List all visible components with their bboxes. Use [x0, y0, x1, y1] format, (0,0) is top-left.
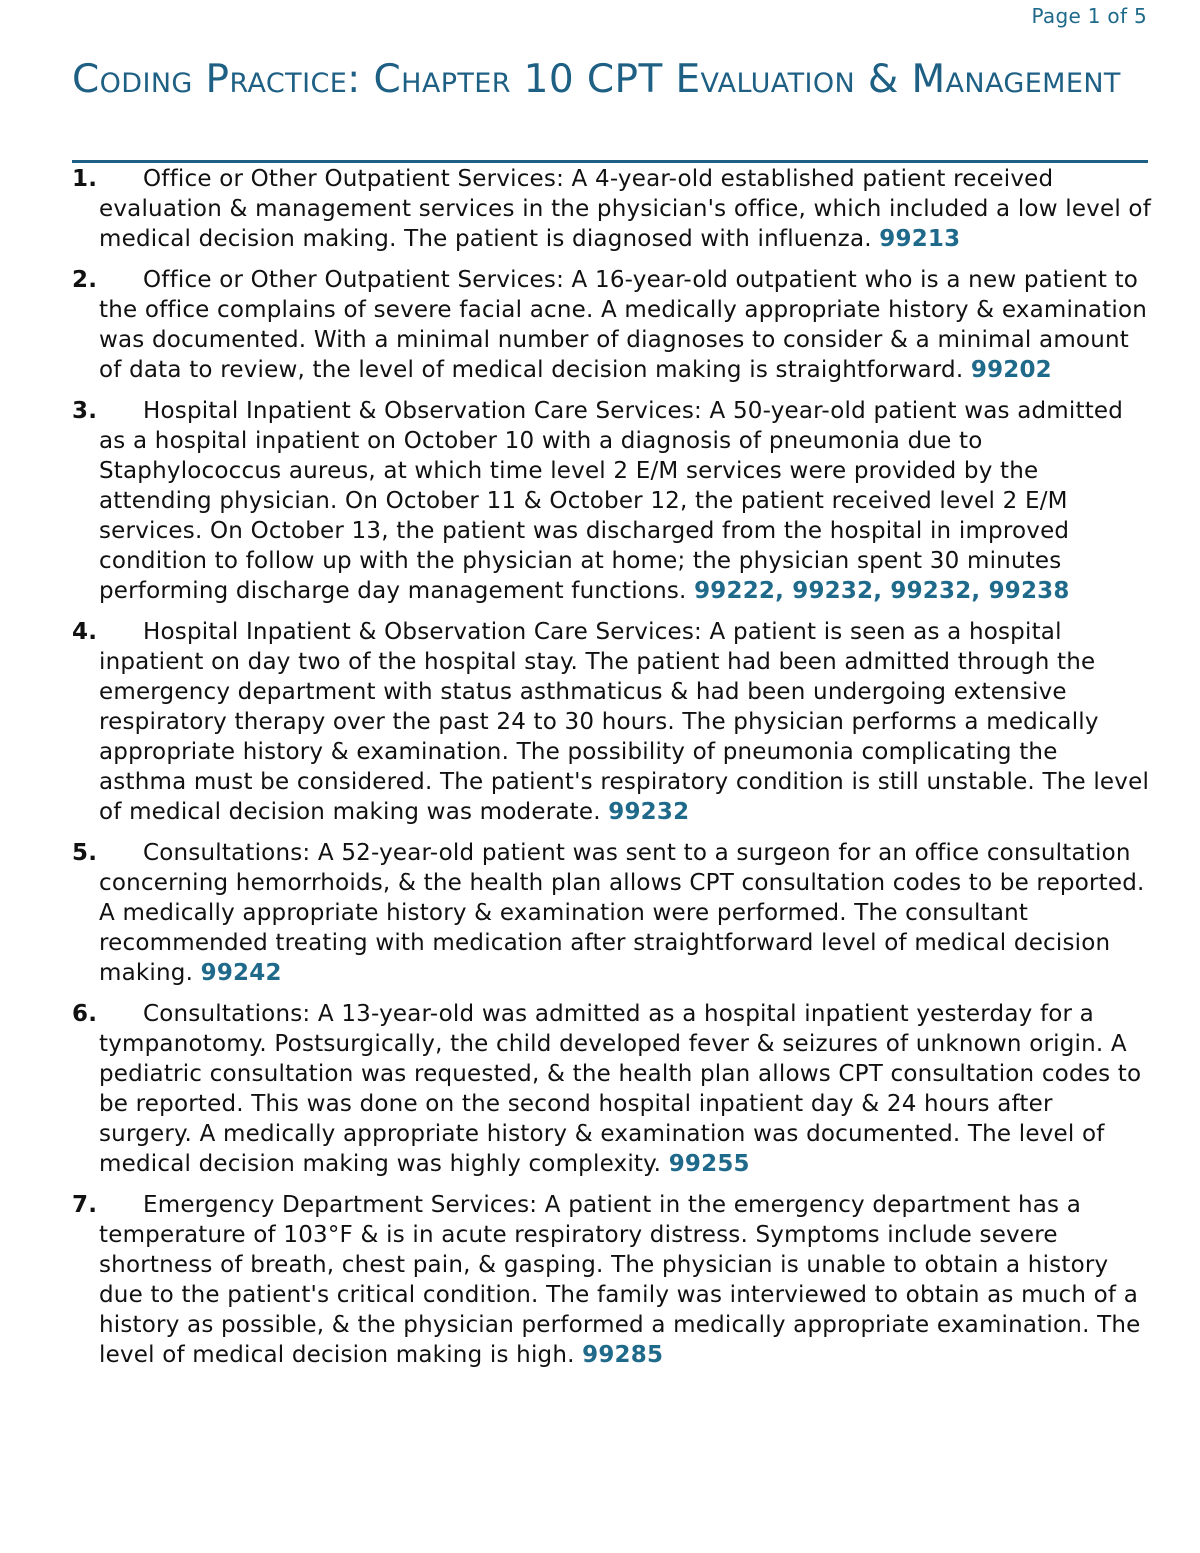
answer-code: 99232: [608, 799, 690, 825]
question-item: [72, 1190, 1152, 1370]
question-text-block: [99, 164, 1152, 254]
question-item: [72, 838, 1152, 988]
question-item: [72, 164, 1152, 254]
question-list: [72, 164, 1152, 1381]
answer-code: 99255: [668, 1151, 750, 1177]
question-text-block: [99, 265, 1152, 385]
question-text: Consultations: A 52-year-old patient was sent to a surgeon for an office consultation concerning hemorrhoids, & the health plan allows CPT consultation codes to be reported. A medically appropriate history & examination were performed. The consultant recommended treating with medication after straightforward level of medical decision making.: [99, 840, 1145, 986]
answer-code: 99202: [970, 357, 1052, 383]
answer-code: 99213: [879, 226, 961, 252]
question-text: Emergency Department Services: A patient in the emergency department has a temperature of 103°F & is in acute respiratory distress. Symptoms include severe shortness of breath, chest pain, & gasping. The physician is unable to obtain a history due to the patient's critical condition. The family was interviewed to obtain as much of a history as possible, & the physician performed a medically appropriate examination. The level of medical decision making is high.: [99, 1192, 1141, 1368]
question-text-block: [99, 396, 1152, 606]
answer-code: 99285: [582, 1342, 664, 1368]
question-text-block: [99, 999, 1152, 1179]
question-text-block: [99, 838, 1152, 988]
question-text: Office or Other Outpatient Services: A 16-year-old outpatient who is a new patient to the office complains of severe facial acne. A medically appropriate history & examination was documented. With a minimal number of diagnoses to consider & a minimal amount of data to review, the level of medical decision making is straightforward.: [99, 267, 1147, 383]
page-title: Coding Practice: Chapter 10 CPT Evaluation & Management: [72, 57, 1121, 102]
answer-code: 99222, 99232, 99232, 99238: [694, 578, 1070, 604]
question-number: 6.: [72, 1001, 98, 1027]
question-number: 1.: [72, 166, 98, 192]
question-item: [72, 396, 1152, 606]
question-item: [72, 617, 1152, 827]
question-number: 3.: [72, 398, 98, 424]
question-number: 4.: [72, 619, 98, 645]
question-number: 2.: [72, 267, 98, 293]
question-text-block: [99, 617, 1152, 827]
question-text: Consultations: A 13-year-old was admitted as a hospital inpatient yesterday for a tympanotomy. Postsurgically, the child developed fever & seizures of unknown origin. A pediatric consultation was requested, & the health plan allows CPT consultation codes to be reported. This was done on the second hospital inpatient day & 24 hours after surgery. A medically appropriate history & examination was documented. The level of medical decision making was highly complexity.: [99, 1001, 1142, 1177]
question-text: Hospital Inpatient & Observation Care Services: A patient is seen as a hospital inpatient on day two of the hospital stay. The patient had been admitted through the emergency department with status asthmaticus & had been undergoing extensive respiratory therapy over the past 24 to 30 hours. The physician performs a medically appropriate history & examination. The possibility of pneumonia complicating the asthma must be considered. The patient's respiratory condition is still unstable. The level of medical decision making was moderate.: [99, 619, 1150, 825]
page-number: Page 1 of 5: [1031, 4, 1147, 28]
title-divider: [72, 160, 1148, 163]
question-item: [72, 999, 1152, 1179]
question-text-block: [99, 1190, 1152, 1370]
question-item: [72, 265, 1152, 385]
question-number: 7.: [72, 1192, 98, 1218]
answer-code: 99242: [200, 960, 282, 986]
question-number: 5.: [72, 840, 98, 866]
question-text: Office or Other Outpatient Services: A 4-year-old established patient received evaluation & management services in the physician's office, which included a low level of medical decision making. The patient is diagnosed with influenza.: [99, 166, 1152, 252]
question-text: Hospital Inpatient & Observation Care Services: A 50-year-old patient was admitted as a hospital inpatient on October 10 with a diagnosis of pneumonia due to Staphylococcus aureus, at which time level 2 E/M services were provided by the attending physician. On October 11 & October 12, the patient received level 2 E/M services. On October 13, the patient was discharged from the hospital in improved condition to follow up with the physician at home; the physician spent 30 minutes performing discharge day management functions.: [99, 398, 1124, 604]
